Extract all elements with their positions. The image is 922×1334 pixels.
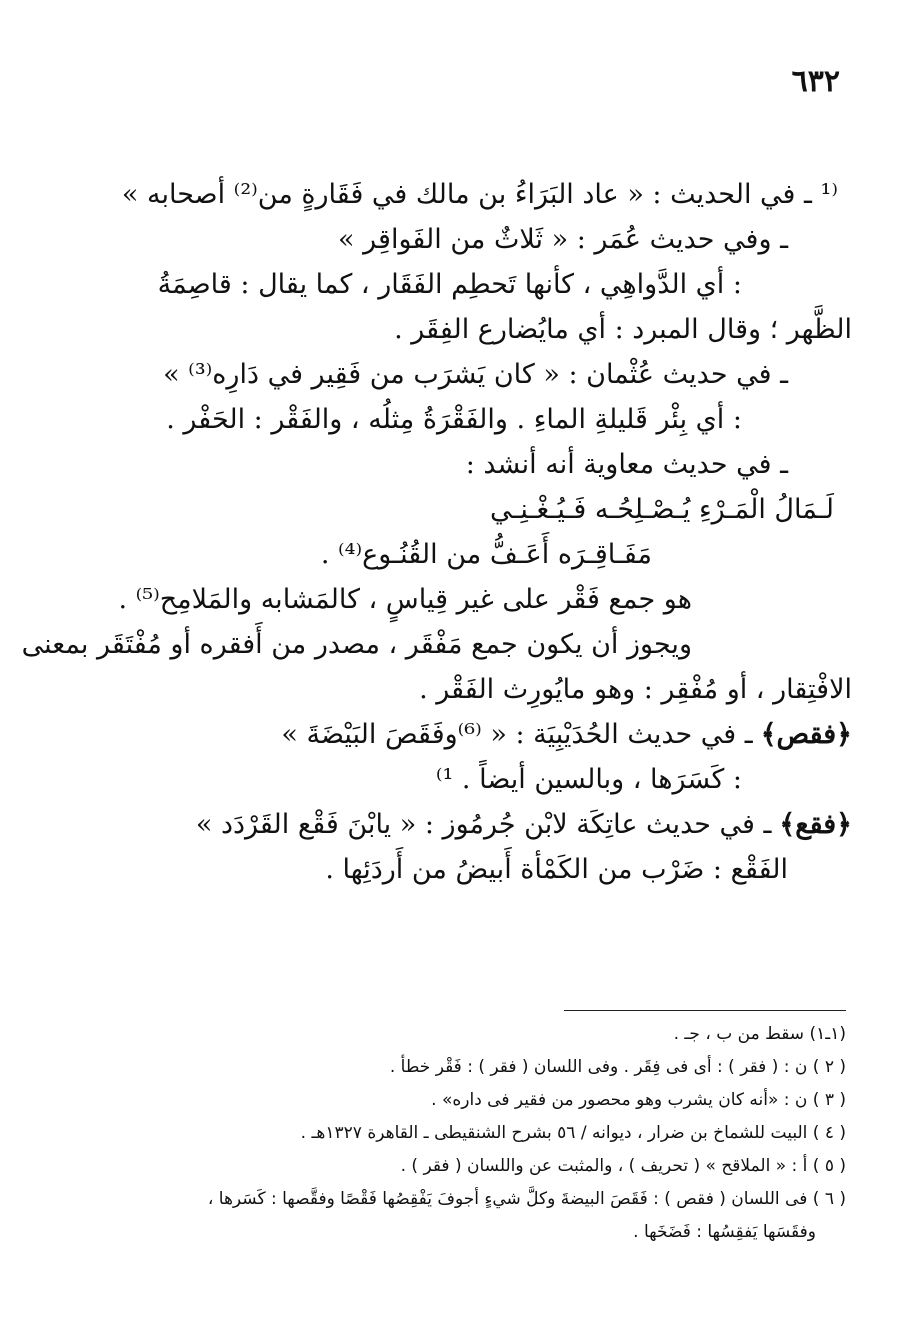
text-line: ـ في حديث الحُدَيْبِيَة : « ⁽⁶⁾وفَقَصَ البَيْضَةَ »	[281, 719, 753, 750]
headword-faqa: ﴿فقع﴾	[779, 809, 852, 840]
text-line: : أي الدَّواهِي ، كأنها تَحطِم الفَقَار ، كما يقال : قاصِمَةُ	[157, 269, 742, 300]
text-line: الظَّهر ؛ وقال المبرد : أي مايُضارع الفِقَر .	[394, 314, 852, 345]
text-line: الفَقْع : ضَرْب من الكَمْأة أَبيضُ من أَردَئِها .	[325, 854, 788, 885]
entry-line	[98, 802, 852, 847]
main-text	[21, 172, 852, 892]
text-line: ⁽¹ ـ في الحديث : « عاد البَرَاءُ بن مالك في فَقَارةٍ من⁽²⁾ أصحابه »	[121, 179, 838, 210]
verse-hemistich-2: مَفَـاقِـرَه أَعَـفُّ من القُنُـوع⁽⁴⁾ .	[320, 539, 652, 570]
text-line: ـ في حديث معاوية أنه أنشد :	[465, 449, 788, 480]
text-line: هو جمع فَقْر على غير قِياسٍ ، كالمَشابه والمَلامِح⁽⁵⁾ .	[118, 584, 692, 615]
footnote-divider	[564, 1010, 846, 1011]
text-line: ـ في حديث عاتِكَة لابْن جُرمُوز : « يابْنَ فَقْع القَرْدَد »	[195, 809, 772, 840]
footnote: (١ـ١) سقط من ب ، جـ .	[673, 1024, 846, 1044]
page-number: ٦٣٢	[791, 64, 840, 99]
text-line: الافْتِقار ، أو مُفْقِر : وهو مايُورِث الفَقْر .	[419, 674, 852, 705]
verse-hemistich-1: لَـمَالُ الْمَـرْءِ يُـصْـلِحُـه فَـيُـغْـنِـي	[489, 494, 834, 525]
footnote: ( ٤ ) البيت للشماخ بن ضرار ، ديوانه / ٥٦ بشرح الشنقيطى ـ القاهرة ١٣٢٧هـ .	[300, 1123, 846, 1143]
text-line: ويجوز أن يكون جمع مَفْقَر ، مصدر من أَفقره أو مُفْتَقَر بمعنى	[21, 629, 692, 660]
text-line: ـ في حديث عُثْمان : « كان يَشرَب من فَقِير في دَارِه⁽³⁾ »	[163, 359, 788, 390]
headword-faqas: ﴿فقص﴾	[760, 719, 852, 750]
text-line: : كَسَرَها ، وبالسين أيضاً . ¹⁾	[435, 764, 742, 795]
entry-line	[98, 712, 852, 757]
footnote-continuation: وفقَسَها يَفقِسُها : فَضَخَها .	[633, 1222, 816, 1242]
text-line: : أي بِئْر قَليلةِ الماءِ . والفَقْرَةُ مِثلُه ، والفَقْر : الحَفْر .	[166, 404, 742, 435]
footnote: ( ٢ ) ن : ( فقر ) : أى فى فِقَر . وفى اللسان ( فقر ) : فَقْر خطأ .	[389, 1057, 846, 1077]
text-line: ـ وفي حديث عُمَر : « ثَلاثٌ من الفَواقِر »	[338, 224, 788, 255]
footnote: ( ٣ ) ن : «أنه كان يشرب وهو محصور من فقير فى داره» .	[431, 1090, 846, 1110]
footnote: ( ٦ ) فى اللسان ( فقص ) : فَقَصَ البيضةَ وكلَّ شيءٍ أجوفَ يَفْقِصُها فَقْصًا وفقَّصها : كَسَرها ،	[207, 1189, 846, 1209]
footnotes	[60, 1018, 846, 1249]
footnote: ( ٥ ) أ : « الملاقح » ( تحريف ) ، والمثبت عن واللسان ( فقر ) .	[400, 1156, 846, 1176]
